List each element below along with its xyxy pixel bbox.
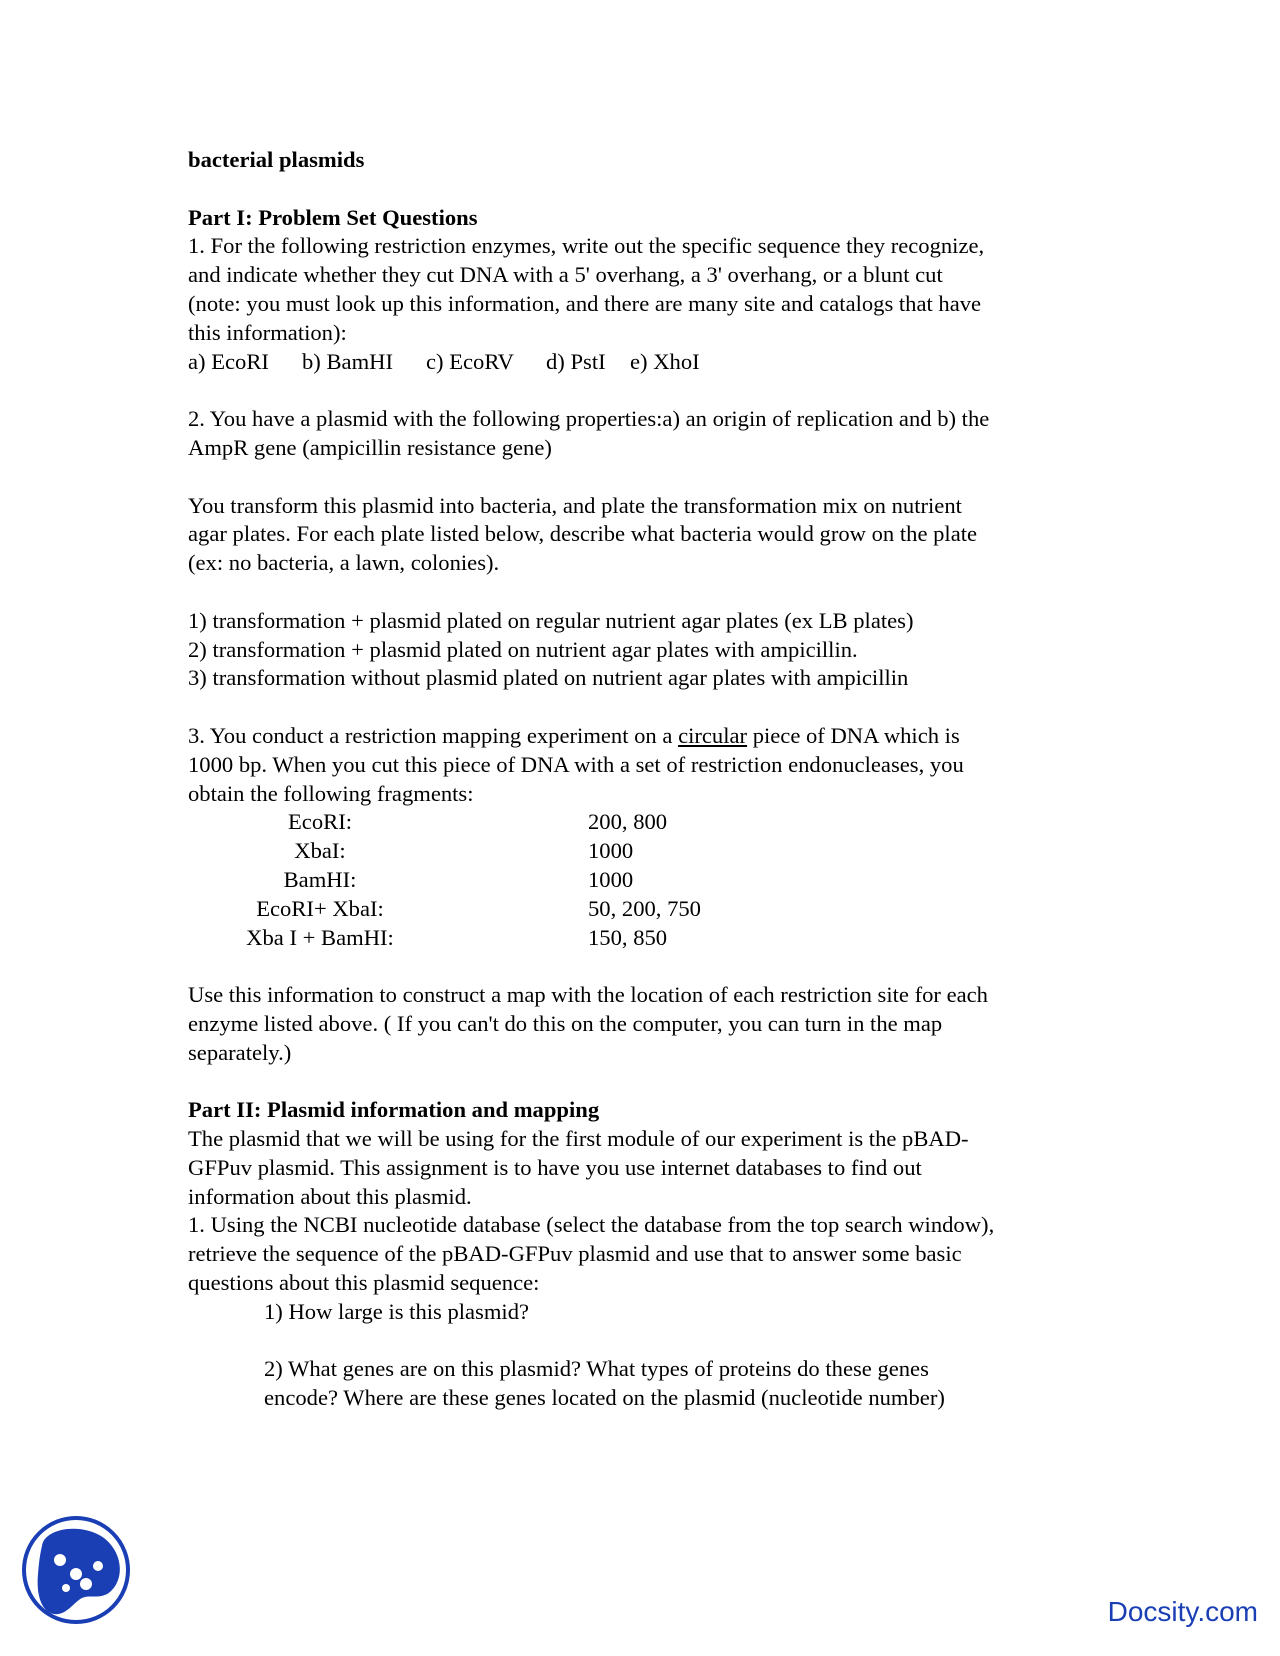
table-row — [188, 895, 701, 924]
enzyme-cell: Xba I + BamHI: — [246, 924, 394, 950]
q2-para-line: (ex: no bacteria, a lawn, colonies). — [188, 550, 500, 576]
p2q1-line: retrieve the sequence of the pBAD-GFPuv plasmid and use that to answer some basic — [188, 1241, 962, 1267]
enzyme-cell: XbaI: — [294, 838, 346, 864]
sizes-cell: 1000 — [588, 866, 634, 892]
document-title: bacterial plasmids — [188, 147, 365, 172]
enzyme-option: b) BamHI — [302, 348, 393, 374]
enzyme-option: a) EcoRI — [188, 348, 269, 374]
table-row — [188, 837, 701, 866]
list-item: 3) transformation without plasmid plated on nutrient agar plates with ampicillin — [188, 665, 909, 691]
sizes-cell: 50, 200, 750 — [588, 895, 701, 921]
q2-line: 2. You have a plasmid with the following properties:a) an origin of replication and b) the — [188, 406, 990, 432]
circular-underlined: circular — [678, 722, 748, 748]
sub-question-2: encode? Where are these genes located on the plasmid (nucleotide number) — [264, 1385, 945, 1411]
instruction-line: enzyme listed above. ( If you can't do this on the computer, you can turn in the map — [188, 1010, 943, 1036]
q3-line: obtain the following fragments: — [188, 780, 474, 806]
sizes-cell: 150, 850 — [588, 924, 668, 950]
q3-line: 3. You conduct a restriction mapping experiment on a circular piece of DNA which is — [188, 722, 960, 748]
q1-line: 1. For the following restriction enzymes, write out the specific sequence they recognize, — [188, 233, 985, 259]
enzyme-option: e) XhoI — [630, 348, 700, 374]
part2-body — [188, 1125, 1188, 1413]
q1-line: (note: you must look up this information, and there are many site and catalogs that have — [188, 290, 982, 316]
intro-line: GFPuv plasmid. This assignment is to have you use internet databases to find out — [188, 1154, 922, 1180]
intro-line: information about this plasmid. — [188, 1183, 472, 1209]
question-3 — [188, 722, 1188, 1068]
sub-question-1: 1) How large is this plasmid? — [264, 1298, 530, 1324]
p2q1-line: questions about this plasmid sequence: — [188, 1270, 540, 1296]
table-row — [188, 808, 701, 837]
sub-question-2: 2) What genes are on this plasmid? What types of proteins do these genes — [264, 1356, 929, 1382]
table-row — [188, 866, 701, 895]
part1-heading: Part I: Problem Set Questions — [188, 204, 478, 230]
sizes-cell: 200, 800 — [588, 809, 668, 835]
q1-line: and indicate whether they cut DNA with a 5' overhang, a 3' overhang, or a blunt cut — [188, 262, 943, 288]
fragment-table — [188, 808, 701, 952]
enzyme-options — [188, 348, 1188, 377]
q2-line: AmpR gene (ampicillin resistance gene) — [188, 434, 552, 460]
enzyme-cell: EcoRI: — [288, 809, 352, 835]
q2-para-line: You transform this plasmid into bacteria, and plate the transformation mix on nutrient — [188, 492, 962, 518]
docsity-logo-icon — [20, 1514, 132, 1626]
instruction-line: separately.) — [188, 1039, 292, 1065]
q1-line: this information): — [188, 319, 347, 345]
enzyme-option: d) PstI — [546, 348, 606, 374]
intro-line: The plasmid that we will be using for the first module of our experiment is the pBAD- — [188, 1126, 969, 1152]
enzyme-cell: BamHI: — [283, 866, 357, 892]
document-page — [188, 146, 1188, 1413]
question-2 — [188, 405, 1188, 693]
sizes-cell: 1000 — [588, 838, 634, 864]
docsity-brand[interactable]: Docsity.com — [1107, 1596, 1258, 1627]
list-item: 1) transformation + plasmid plated on regular nutrient agar plates (ex LB plates) — [188, 607, 914, 633]
part2-heading: Part II: Plasmid information and mapping — [188, 1097, 600, 1123]
q2-para-line: agar plates. For each plate listed below, describe what bacteria would grow on the plate — [188, 521, 978, 547]
table-row — [188, 924, 701, 953]
instruction-line: Use this information to construct a map with the location of each restriction site for each — [188, 982, 988, 1008]
question-1 — [188, 232, 1188, 376]
p2q1-line: 1. Using the NCBI nucleotide database (select the database from the top search window), — [188, 1212, 995, 1238]
enzyme-cell: EcoRI+ XbaI: — [256, 895, 384, 921]
enzyme-option: c) EcoRV — [426, 348, 514, 374]
q3-line: 1000 bp. When you cut this piece of DNA with a set of restriction endonucleases, you — [188, 751, 964, 777]
list-item: 2) transformation + plasmid plated on nutrient agar plates with ampicillin. — [188, 636, 858, 662]
